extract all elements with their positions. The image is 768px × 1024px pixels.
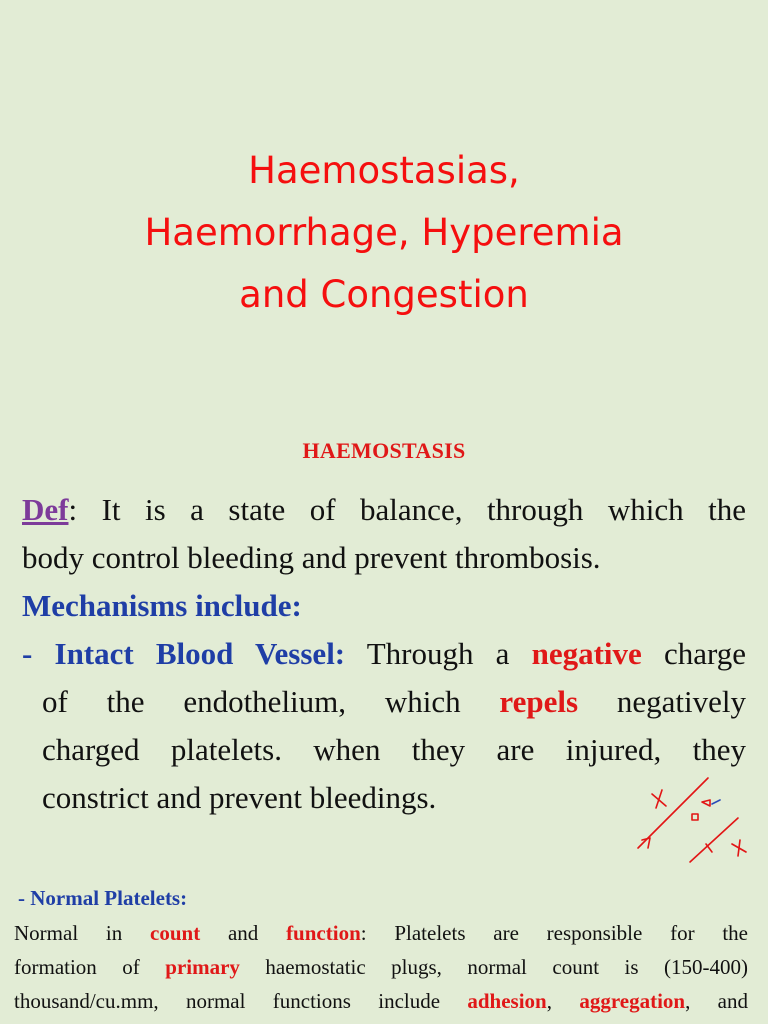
negative-keyword: negative xyxy=(531,636,642,671)
handwritten-annotation xyxy=(628,770,758,870)
section-heading: HAEMOSTASIS xyxy=(302,438,466,463)
np-text: thousand/cu.mm, normal functions include xyxy=(14,989,468,1013)
intact-vessel-line-2-b: negatively xyxy=(578,684,746,719)
normal-platelets-line-2 xyxy=(14,950,748,984)
definition-line-1-text: : It is a state of balance, through which the xyxy=(68,492,746,527)
np-text: formation of xyxy=(14,955,166,979)
mechanisms-heading: Mechanisms include: xyxy=(22,588,302,623)
annotation-stroke xyxy=(638,778,708,848)
intact-vessel-line-4: constrict and prevent bleedings. xyxy=(42,780,437,815)
definition-paragraph xyxy=(22,486,746,582)
intact-vessel-line-3: charged platelets. when they are injured, they xyxy=(42,732,746,767)
intact-vessel-line-1 xyxy=(22,630,746,678)
intact-vessel-line-2 xyxy=(22,678,746,726)
bullet-dash: - xyxy=(22,636,55,671)
intact-vessel-label: Intact Blood Vessel: xyxy=(54,636,346,671)
definition-line-2: body control bleeding and prevent thrombosis. xyxy=(22,540,601,575)
np-text: Normal in xyxy=(14,921,151,945)
title-line-2: Haemorrhage, Hyperemia xyxy=(144,211,624,254)
title-line-1: Haemostasias, xyxy=(248,149,520,192)
normal-platelets-heading: - Normal Platelets: xyxy=(18,886,188,910)
aggregation-keyword: aggregation xyxy=(579,989,686,1013)
annotation-stroke xyxy=(712,800,720,804)
annotation-stroke xyxy=(690,818,738,862)
normal-platelets-paragraph xyxy=(14,916,748,1018)
annotation-stroke xyxy=(702,800,710,806)
intact-vessel-text-2: charge xyxy=(641,636,747,671)
np-text: , xyxy=(546,989,580,1013)
title-line-3: and Congestion xyxy=(239,273,529,316)
count-keyword: count xyxy=(150,921,201,945)
np-text: : Platelets are responsible for the xyxy=(360,921,748,945)
np-text: , and xyxy=(685,989,748,1013)
annotation-stroke xyxy=(692,814,698,820)
definition-term: Def xyxy=(22,492,69,527)
slide-title xyxy=(0,140,768,326)
intact-vessel-text-1: Through a xyxy=(345,636,532,671)
np-text: and xyxy=(200,921,287,945)
normal-platelets-line-3 xyxy=(14,984,748,1018)
primary-keyword: primary xyxy=(165,955,240,979)
function-keyword: function xyxy=(286,921,361,945)
repels-keyword: repels xyxy=(499,684,579,719)
adhesion-keyword: adhesion xyxy=(467,989,547,1013)
intact-vessel-line-2-a: of the endothelium, which xyxy=(42,684,500,719)
normal-platelets-line-1 xyxy=(14,916,748,950)
definition-line-1 xyxy=(22,486,746,534)
annotation-stroke xyxy=(738,840,740,856)
np-text: haemostatic plugs, normal count is (150-400) xyxy=(239,955,748,979)
